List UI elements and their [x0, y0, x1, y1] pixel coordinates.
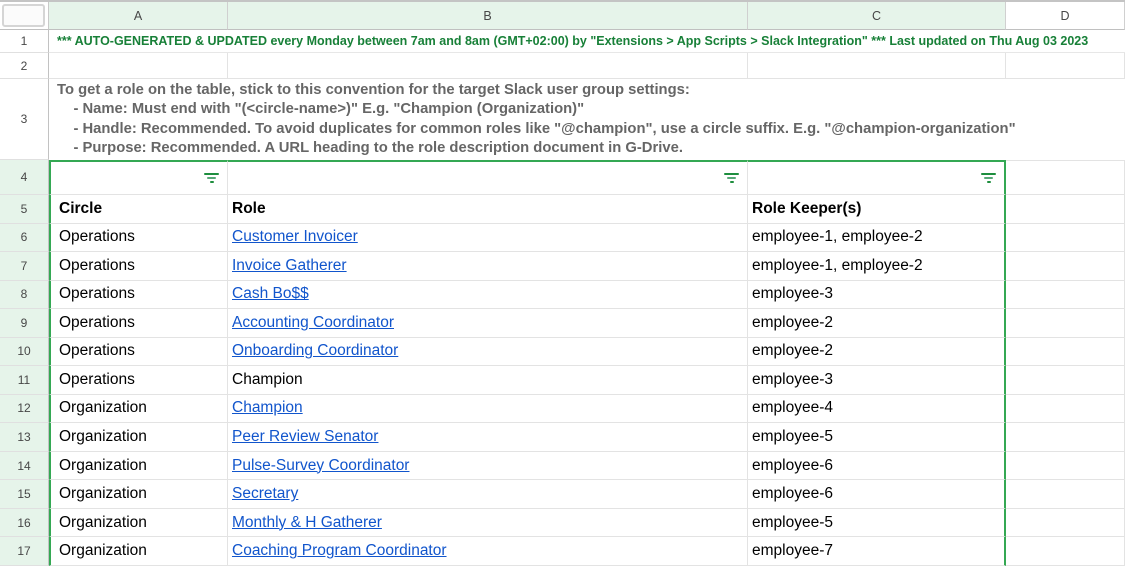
- row-3: [0, 79, 1125, 160]
- auto-generated-notice: *** AUTO-GENERATED & UPDATED every Monday between 7am and 8am (GMT+02:00) by "Extensions > App Scripts > Slack Integration" *** Last updated on Thu Aug 03 2023: [57, 34, 1089, 48]
- table-row: [0, 537, 1125, 566]
- cell-role[interactable]: [228, 252, 748, 281]
- row-number[interactable]: 9: [0, 309, 49, 338]
- cell-d[interactable]: [1006, 395, 1125, 424]
- cell-circle[interactable]: Organization: [49, 395, 228, 424]
- row-number[interactable]: 6: [0, 224, 49, 253]
- auto-generated-notice-cell[interactable]: [49, 30, 1125, 53]
- cell-d[interactable]: [1006, 423, 1125, 452]
- role-link[interactable]: Peer Review Senator: [232, 428, 379, 446]
- header-cell-role[interactable]: Role: [228, 195, 748, 224]
- table-header-row: [0, 195, 1125, 224]
- cell-d[interactable]: [1006, 252, 1125, 281]
- cell-circle[interactable]: Organization: [49, 509, 228, 538]
- cell-d5[interactable]: [1006, 195, 1125, 224]
- cell-keepers[interactable]: employee-7: [748, 537, 1006, 566]
- cell-keepers[interactable]: employee-3: [748, 281, 1006, 310]
- select-all-corner[interactable]: [0, 2, 49, 30]
- cell-d[interactable]: [1006, 338, 1125, 367]
- cell-circle[interactable]: Operations: [49, 366, 228, 395]
- role-link[interactable]: Secretary: [232, 485, 299, 503]
- role-text: Champion: [232, 370, 303, 388]
- cell-role[interactable]: [228, 480, 748, 509]
- row-number[interactable]: 13: [0, 423, 49, 452]
- cell-keepers[interactable]: employee-3: [748, 366, 1006, 395]
- cell-circle[interactable]: Organization: [49, 480, 228, 509]
- row-2: [0, 53, 1125, 79]
- row-4-filter-row: [0, 160, 1125, 195]
- table-row: [0, 480, 1125, 509]
- cell-role[interactable]: [228, 395, 748, 424]
- row-number[interactable]: 8: [0, 281, 49, 310]
- header-cell-keepers[interactable]: Role Keeper(s): [748, 195, 1006, 224]
- cell-d[interactable]: [1006, 366, 1125, 395]
- table-row: [0, 423, 1125, 452]
- convention-note-cell[interactable]: [49, 79, 1125, 160]
- cell-role[interactable]: [228, 309, 748, 338]
- cell-circle[interactable]: Operations: [49, 338, 228, 367]
- cell-role[interactable]: [228, 338, 748, 367]
- cell-circle[interactable]: Operations: [49, 252, 228, 281]
- row-number[interactable]: 3: [0, 79, 49, 160]
- cell-role[interactable]: [228, 452, 748, 481]
- column-header-c[interactable]: C: [748, 2, 1006, 30]
- row-number[interactable]: 12: [0, 395, 49, 424]
- row-number[interactable]: 15: [0, 480, 49, 509]
- cell-b2[interactable]: [228, 53, 748, 79]
- header-cell-circle[interactable]: Circle: [49, 195, 228, 224]
- filter-icon[interactable]: [724, 173, 739, 183]
- cell-role[interactable]: [228, 509, 748, 538]
- role-link[interactable]: Cash Bo$$: [232, 285, 309, 303]
- table-row: [0, 395, 1125, 424]
- cell-circle[interactable]: Organization: [49, 452, 228, 481]
- row-1: [0, 30, 1125, 53]
- cell-keepers[interactable]: employee-5: [748, 509, 1006, 538]
- table-row: [0, 452, 1125, 481]
- cell-circle[interactable]: Organization: [49, 537, 228, 566]
- convention-note-line: - Name: Must end with "(<circle-name>)" E.g. "Champion (Organization)": [57, 101, 585, 117]
- row-number[interactable]: 1: [0, 30, 49, 53]
- table-body: [0, 224, 1125, 566]
- convention-note-line: To get a role on the table, stick to this convention for the target Slack user group settings:: [57, 81, 690, 98]
- table-row: [0, 281, 1125, 310]
- filter-icon[interactable]: [981, 173, 996, 183]
- role-link[interactable]: Pulse-Survey Coordinator: [232, 456, 410, 474]
- column-header-b[interactable]: B: [228, 2, 748, 30]
- cell-keepers[interactable]: employee-2: [748, 338, 1006, 367]
- role-link[interactable]: Customer Invoicer: [232, 228, 358, 246]
- cell-keepers[interactable]: employee-6: [748, 480, 1006, 509]
- cell-circle[interactable]: Organization: [49, 423, 228, 452]
- cell-d[interactable]: [1006, 281, 1125, 310]
- select-all-box: [2, 4, 45, 27]
- table-row: [0, 509, 1125, 538]
- filter-cell-b: [228, 160, 748, 195]
- row-number[interactable]: 7: [0, 252, 49, 281]
- convention-note-line: - Purpose: Recommended. A URL heading to the role description document in G-Drive.: [57, 140, 683, 156]
- cell-a2[interactable]: [49, 53, 228, 79]
- cell-role[interactable]: [228, 537, 748, 566]
- column-header-row: [0, 0, 1125, 30]
- filter-icon[interactable]: [204, 173, 219, 183]
- row-number[interactable]: 5: [0, 195, 49, 224]
- cell-circle[interactable]: Operations: [49, 281, 228, 310]
- convention-note-line: - Handle: Recommended. To avoid duplicates for common roles like "@champion", use a circle suffix. E.g. "@champion-organization": [57, 120, 1016, 137]
- cell-keepers[interactable]: employee-4: [748, 395, 1006, 424]
- cell-role[interactable]: [228, 423, 748, 452]
- column-header-d[interactable]: D: [1006, 2, 1125, 30]
- row-number[interactable]: 11: [0, 366, 49, 395]
- column-header-a[interactable]: A: [49, 2, 228, 30]
- cell-d[interactable]: [1006, 480, 1125, 509]
- role-link[interactable]: Coaching Program Coordinator: [232, 542, 447, 560]
- cell-d[interactable]: [1006, 309, 1125, 338]
- role-link[interactable]: Accounting Coordinator: [232, 313, 394, 331]
- cell-role[interactable]: [228, 281, 748, 310]
- role-link[interactable]: Invoice Gatherer: [232, 256, 347, 274]
- cell-d[interactable]: [1006, 224, 1125, 253]
- cell-keepers[interactable]: employee-5: [748, 423, 1006, 452]
- row-number[interactable]: 10: [0, 338, 49, 367]
- row-number[interactable]: 17: [0, 537, 49, 566]
- filter-cell-a: [49, 160, 228, 195]
- row-number[interactable]: 16: [0, 509, 49, 538]
- role-link[interactable]: Champion: [232, 399, 303, 417]
- table-row: [0, 309, 1125, 338]
- cell-d[interactable]: [1006, 452, 1125, 481]
- role-link[interactable]: Monthly & H Gatherer: [232, 513, 382, 531]
- cell-keepers[interactable]: employee-1, employee-2: [748, 252, 1006, 281]
- row-number[interactable]: 4: [0, 160, 49, 195]
- role-link[interactable]: Onboarding Coordinator: [232, 342, 399, 360]
- cell-role[interactable]: [228, 224, 748, 253]
- table-row: [0, 338, 1125, 367]
- cell-d[interactable]: [1006, 509, 1125, 538]
- cell-keepers[interactable]: employee-2: [748, 309, 1006, 338]
- table-row: [0, 366, 1125, 395]
- cell-keepers[interactable]: employee-1, employee-2: [748, 224, 1006, 253]
- cell-circle[interactable]: Operations: [49, 224, 228, 253]
- cell-keepers[interactable]: employee-6: [748, 452, 1006, 481]
- cell-d[interactable]: [1006, 537, 1125, 566]
- row-number[interactable]: 2: [0, 53, 49, 79]
- table-row: [0, 224, 1125, 253]
- cell-role[interactable]: [228, 366, 748, 395]
- cell-circle[interactable]: Operations: [49, 309, 228, 338]
- row-number[interactable]: 14: [0, 452, 49, 481]
- table-row: [0, 252, 1125, 281]
- filter-cell-c: [748, 160, 1006, 195]
- cell-c2[interactable]: [748, 53, 1006, 79]
- cell-d4[interactable]: [1006, 160, 1125, 195]
- cell-d2[interactable]: [1006, 53, 1125, 79]
